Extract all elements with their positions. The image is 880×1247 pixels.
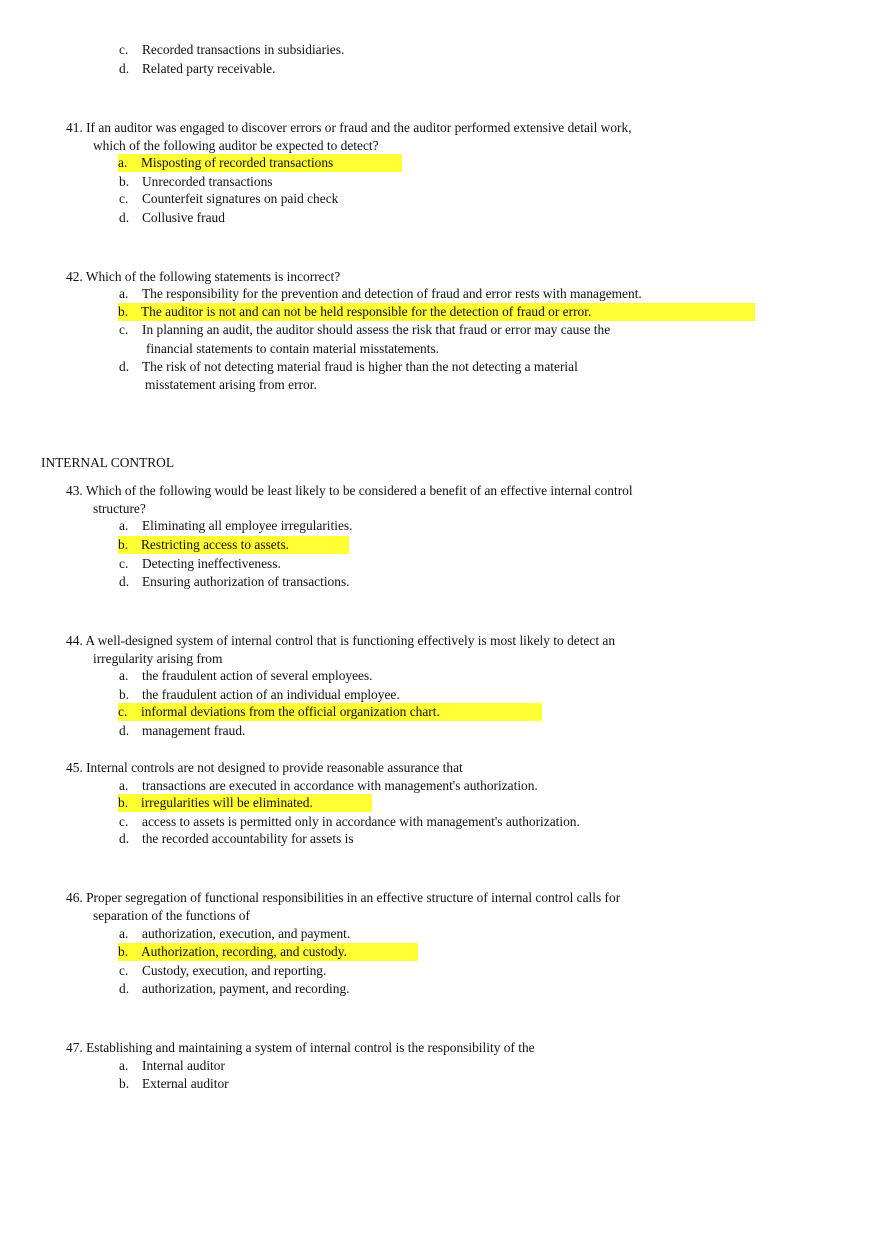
option-b-answer-highlight: b. Restricting access to assets. xyxy=(118,536,349,554)
question-47-text: 47. Establishing and maintaining a system of internal control is the responsibility of the xyxy=(66,1040,535,1055)
option-d: d. Related party receivable. xyxy=(119,61,276,76)
option-d: d. management fraud. xyxy=(119,723,246,738)
option-c: c. Counterfeit signatures on paid check xyxy=(119,191,339,206)
option-c: c. In planning an audit, the auditor should assess the risk that fraud or error may cause the xyxy=(119,322,611,337)
option-c-answer-highlight: c. informal deviations from the official organization chart. xyxy=(118,703,542,721)
question-42-text: 42. Which of the following statements is incorrect? xyxy=(66,269,341,284)
option-a: a. the fraudulent action of several employees. xyxy=(119,668,373,683)
option-d: d. authorization, payment, and recording. xyxy=(119,981,350,996)
question-45-text: 45. Internal controls are not designed to provide reasonable assurance that xyxy=(66,760,463,775)
option-d: d. the recorded accountability for assets is xyxy=(119,831,354,846)
option-a: a. transactions are executed in accordance with management's authorization. xyxy=(119,778,538,793)
question-43-text-cont: structure? xyxy=(93,501,146,516)
option-a: a. The responsibility for the prevention and detection of fraud and error rests with management. xyxy=(119,286,642,301)
option-a: a. authorization, execution, and payment. xyxy=(119,926,351,941)
option-a: a. Internal auditor xyxy=(119,1058,225,1073)
question-46-text: 46. Proper segregation of functional responsibilities in an effective structure of internal control calls for xyxy=(66,890,621,905)
option-b-answer-highlight: b. irregularities will be eliminated. xyxy=(118,794,372,812)
option-b-answer-highlight: b. The auditor is not and can not be held responsible for the detection of fraud or error. xyxy=(118,303,755,321)
question-44-text: 44. A well-designed system of internal control that is functioning effectively is most likely to detect an xyxy=(66,633,616,648)
option-b-answer-highlight: b. Authorization, recording, and custody. xyxy=(118,943,418,961)
question-41-text: 41. If an auditor was engaged to discover errors or fraud and the auditor performed extensive detail work, xyxy=(66,120,632,135)
option-d: d. The risk of not detecting material fraud is higher than the not detecting a material xyxy=(119,359,578,374)
question-44-text-cont: irregularity arising from xyxy=(93,651,223,666)
option-a-answer-highlight: a. Misposting of recorded transactions xyxy=(118,154,402,172)
question-41-text-cont: which of the following auditor be expected to detect? xyxy=(93,138,379,153)
section-heading: INTERNAL CONTROL xyxy=(41,455,175,470)
option-b: b. Unrecorded transactions xyxy=(119,174,273,189)
option-d: d. Ensuring authorization of transactions. xyxy=(119,574,350,589)
option-d-cont: misstatement arising from error. xyxy=(145,377,317,392)
option-c: c. Detecting ineffectiveness. xyxy=(119,556,281,571)
option-c-cont: financial statements to contain material misstatements. xyxy=(146,341,440,356)
option-b: b. the fraudulent action of an individual employee. xyxy=(119,687,400,702)
option-c: c. Recorded transactions in subsidiaries. xyxy=(119,42,345,57)
question-43-text: 43. Which of the following would be least likely to be considered a benefit of an effective internal control xyxy=(66,483,633,498)
option-c: c. access to assets is permitted only in accordance with management's authorization. xyxy=(119,814,580,829)
option-d: d. Collusive fraud xyxy=(119,210,225,225)
question-46-text-cont: separation of the functions of xyxy=(93,908,250,923)
option-a: a. Eliminating all employee irregularities. xyxy=(119,518,353,533)
option-b: b. External auditor xyxy=(119,1076,229,1091)
option-c: c. Custody, execution, and reporting. xyxy=(119,963,327,978)
